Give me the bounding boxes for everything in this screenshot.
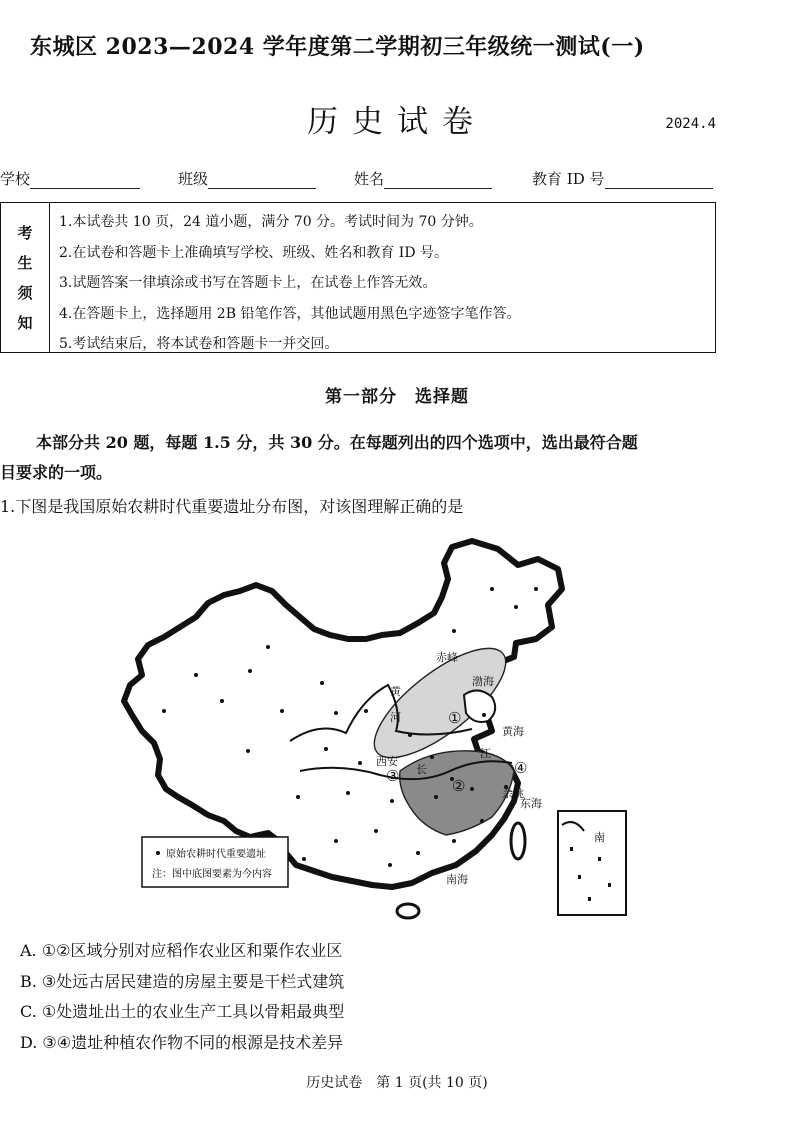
label-river-chang: 长: [416, 763, 427, 776]
neolithic-sites-map: [100, 535, 640, 921]
label-river-jiang: 江: [480, 747, 491, 760]
legend-note: 注：图中底图要素为今内容: [152, 869, 272, 880]
label-huanghai: 黄海: [502, 725, 524, 738]
notice-item: 3.试题答案一律填涂或书写在答题卡上，在试卷上作答无效。: [59, 275, 437, 291]
label-nanhai: 南海: [446, 873, 468, 886]
name-field[interactable]: [354, 168, 492, 189]
label-yuyao: 余姚: [502, 787, 524, 800]
part-intro: [0, 428, 720, 488]
notice-item: 4.在答题卡上，选择题用 2B 铅笔作答，其他试题用黑色字迹签字笔作答。: [59, 305, 521, 322]
notice-item: 1.本试卷共 10 页，24 道小题，满分 70 分。考试时间为 70 分钟。: [59, 214, 483, 230]
intro-line-2: 目要求的一项。: [0, 463, 113, 482]
label-circle-2: ②: [452, 777, 466, 795]
name-label: 姓名: [354, 170, 385, 188]
label-xian: 西安: [376, 755, 398, 768]
china-outline: [124, 541, 562, 887]
label-river-he: 河: [390, 711, 401, 724]
notice-label: 考 生 须 知: [1, 203, 50, 352]
question-1-options: [20, 936, 344, 1058]
taiwan-island: [511, 823, 525, 859]
part-title: 第一部分 选择题: [325, 387, 469, 407]
south-sea-inset: [558, 811, 626, 915]
exam-date: 2024.4: [665, 116, 716, 132]
label-circle-1: ①: [448, 709, 462, 727]
label-chifeng: 赤峰: [436, 651, 458, 664]
question-1-stem: 1.下图是我国原始农耕时代重要遗址分布图，对该图理解正确的是: [0, 497, 464, 516]
edu-id-field[interactable]: [532, 168, 713, 189]
page-footer: 历史试卷 第 1 页(共 10 页): [306, 1075, 488, 1091]
exam-notice-box: [0, 202, 716, 353]
name-blank[interactable]: [384, 172, 492, 189]
label-donghai: 东海: [520, 797, 542, 810]
subject-title: 历史试卷: [307, 104, 487, 140]
class-label: 班级: [178, 170, 209, 188]
hainan-island: [397, 904, 419, 918]
legend-dot-label: 原始农耕时代重要遗址: [166, 849, 266, 860]
option-c[interactable]: C. ①处遗址出土的农业生产工具以骨耜最典型: [20, 1002, 345, 1021]
label-bohai: 渤海: [472, 675, 494, 688]
edu-id-blank[interactable]: [605, 172, 713, 189]
label-river-huang: 黄: [390, 685, 401, 698]
label-nanhai-inset: 南: [594, 831, 605, 844]
notice-item: 5.考试结束后，将本试卷和答题卡一并交回。: [59, 336, 339, 352]
option-a[interactable]: A. ①②区域分别对应稻作农业区和粟作农业区: [20, 941, 343, 960]
exam-title: 东城区 2023—2024 学年度第二学期初三年级统一测试(一): [30, 34, 645, 60]
label-circle-4: ④: [514, 759, 528, 777]
class-field[interactable]: [178, 168, 316, 189]
student-info-row: [0, 168, 720, 196]
option-b[interactable]: B. ③处远古居民建造的房屋主要是干栏式建筑: [20, 971, 345, 991]
notice-item: 2.在试卷和答题卡上准确填写学校、班级、姓名和教育 ID 号。: [59, 244, 449, 261]
edu-id-label: 教育 ID 号: [532, 170, 605, 188]
class-blank[interactable]: [208, 172, 316, 189]
notice-list: [59, 207, 711, 360]
label-circle-3: ③: [386, 767, 400, 785]
school-blank[interactable]: [30, 172, 140, 189]
school-label: 学校: [0, 170, 31, 188]
option-d[interactable]: D. ③④遗址种植农作物不同的根源是技术差异: [20, 1032, 344, 1052]
bohai-coast: [464, 690, 495, 722]
intro-line-1: 本部分共 20 题，每题 1.5 分，共 30 分。在每题列出的四个选项中，选出最符合题: [36, 433, 638, 452]
school-field[interactable]: [0, 168, 140, 189]
